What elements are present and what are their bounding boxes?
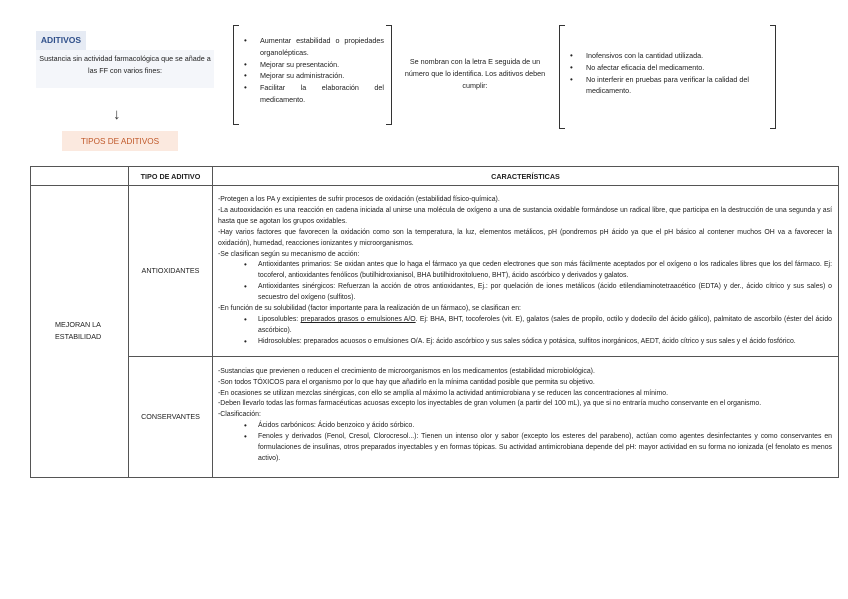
caracteristicas-antioxidantes xyxy=(213,186,839,357)
requisitos-item: • No interferir en pruebas para verificar la calidad del medicamento. xyxy=(564,74,764,98)
text-line: -Clasificación: xyxy=(218,411,261,419)
aditivos-title: ADITIVOS xyxy=(36,31,86,50)
fines-item: • Aumentar estabilidad o propiedades organolépticas. xyxy=(238,35,384,59)
solubilidad-list xyxy=(218,315,832,348)
fines-item: • Facilitar la elaboración del medicamento. xyxy=(238,82,384,106)
requisitos-item: • No afectar eficacia del medicamento. xyxy=(564,62,764,74)
aditivos-table xyxy=(30,166,839,478)
aditivos-box xyxy=(36,31,214,91)
lipo-underlined: preparados grasos o emulsiones A/O xyxy=(300,315,416,323)
list-item: • Antioxidantes sinérgicos: Refuerzan la acción de otros antioxidantes, Ej.: por quelación de iones metálicos (ácido etilendiaminotetraacético (EDTA) y der., ácido cítrico y sus sales) o secuestro del oxígeno (sulfitos). xyxy=(218,282,832,304)
tipos-title: TIPOS DE ADITIVOS xyxy=(62,131,178,151)
fines-item: • Mejorar su administración. xyxy=(238,70,384,82)
lipo-rest: . Ej: BHA, BHT, tocoferoles (vit. E), galatos (sales de propilo, octilo y dodecilo del ácido gálico), palmitato de ascorbilo (éster del ácido ascórbico). xyxy=(258,315,832,334)
down-arrow-icon: ↓ xyxy=(113,106,121,123)
requisitos-item: • Inofensivos con la cantidad utilizada. xyxy=(564,50,764,62)
text-line: -Protegen a los PA y excipientes de sufrir procesos de oxidación (estabilidad físico-química). xyxy=(218,196,500,203)
text-line: -Hay varios factores que favorecen la oxidación como son la temperatura, la luz, elementos metálicos, pH (pondremos pH ácido ya que el pH básico al contener muchos OH va a favorecer la oxidación), humedad, reacciones ionizantes y microorganismos. xyxy=(218,228,832,247)
tipo-conservantes: CONSERVANTES xyxy=(129,356,213,477)
list-item xyxy=(218,315,832,337)
fines-brace-right xyxy=(386,25,392,125)
list-item: • Antioxidantes primarios: Se oxidan antes que lo haga el fármaco ya que ceden electrones que son más fácilmente aceptados por el oxígeno o los radicales libres que los del fármaco. Ej: tocoferol, antioxidantes fenólicos (butilhidroxianisol, BHA butilhidroxitolueno, BHT), ácido ascórbico y derivados y galatos. xyxy=(218,260,832,282)
list-item: • Hidrosolubles: preparados acuosos o emulsiones O/A. Ej: ácido ascórbico y sus sales sódica y potásica, sulfitos inorgánicos, AEDT, ácido cítrico y sus sales y el ácido fosfórico. xyxy=(218,337,832,348)
text-line: -Deben llevarlo todas las formas farmacéuticas acuosas excepto los inyectables de gran volumen (a partir del 100 mL), ya que si no entraría mucho conservante en el organismo. xyxy=(218,400,762,408)
lipo-label: Liposolubles: xyxy=(258,315,301,323)
text-line: -La autooxidación es una reacción en cadena iniciada al unirse una molécula de oxígeno a una de sustancia oxidable formándose un radical libre, que participa en la destrucción de una segunda y así hasta que se agotan los grupos oxidables. xyxy=(218,206,832,225)
aditivos-description: Sustancia sin actividad farmacológica que se añade a las FF con varios fines: xyxy=(36,50,214,88)
text-line: -Se clasifican según su mecanismo de acción: xyxy=(218,250,360,258)
fines-item: • Mejorar su presentación. xyxy=(238,59,384,71)
caracteristicas-conservantes xyxy=(213,356,839,477)
header-tipo: TIPO DE ADITIVO xyxy=(129,167,213,186)
table-row xyxy=(31,186,839,357)
table-row xyxy=(31,356,839,477)
text-line: -Sustancias que previenen o reducen el crecimiento de microorganismos en los medicamentos (estabilidad microbiológica). xyxy=(218,367,595,375)
nombre-text: Se nombran con la letra E seguida de un número que lo identifica. Los aditivos deben cumplir: xyxy=(404,57,546,90)
list-item: • Fenoles y derivados (Fenol, Cresol, Clorocresol...): Tienen un intenso olor y sabor (excepto los esteres del parabeno), actúan como agentes desinfectantes y como conservantes en formulaciones de insulinas, otros preparados inyectables y en formas tópicas. Su actividad antimicrobiana depende del pH: mayor actividad en su forma no ionizada (el fenolato es menos activo). xyxy=(218,432,832,465)
text-line: -En ocasiones se utilizan mezclas sinérgicas, con ello se amplía al máximo la actividad antimicrobiana y se reducen las concentraciones al mínimo. xyxy=(218,389,669,397)
text-line: -Son todos TÓXICOS para el organismo por lo que hay que añadirlo en la mínima cantidad posible que permita su objetivo. xyxy=(218,378,595,386)
fines-list xyxy=(238,35,384,106)
list-item: • Ácidos carbónicos: Ácido benzoico y ácido sórbico. xyxy=(218,421,832,432)
requisitos-list xyxy=(564,50,764,97)
tipo-antioxidantes: ANTIOXIDANTES xyxy=(129,186,213,357)
mecanismo-list xyxy=(218,260,832,304)
category-cell: MEJORAN LA ESTABILIDAD xyxy=(31,186,129,478)
table-header-row xyxy=(31,167,839,186)
header-caracteristicas: CARACTERÍSTICAS xyxy=(213,167,839,186)
text-line: -En función de su solubilidad (factor importante para la realización de un fármaco), se clasifican en: xyxy=(218,305,521,313)
header-empty xyxy=(31,167,129,186)
requisitos-brace-right xyxy=(770,25,776,129)
clasificacion-list xyxy=(218,421,832,465)
